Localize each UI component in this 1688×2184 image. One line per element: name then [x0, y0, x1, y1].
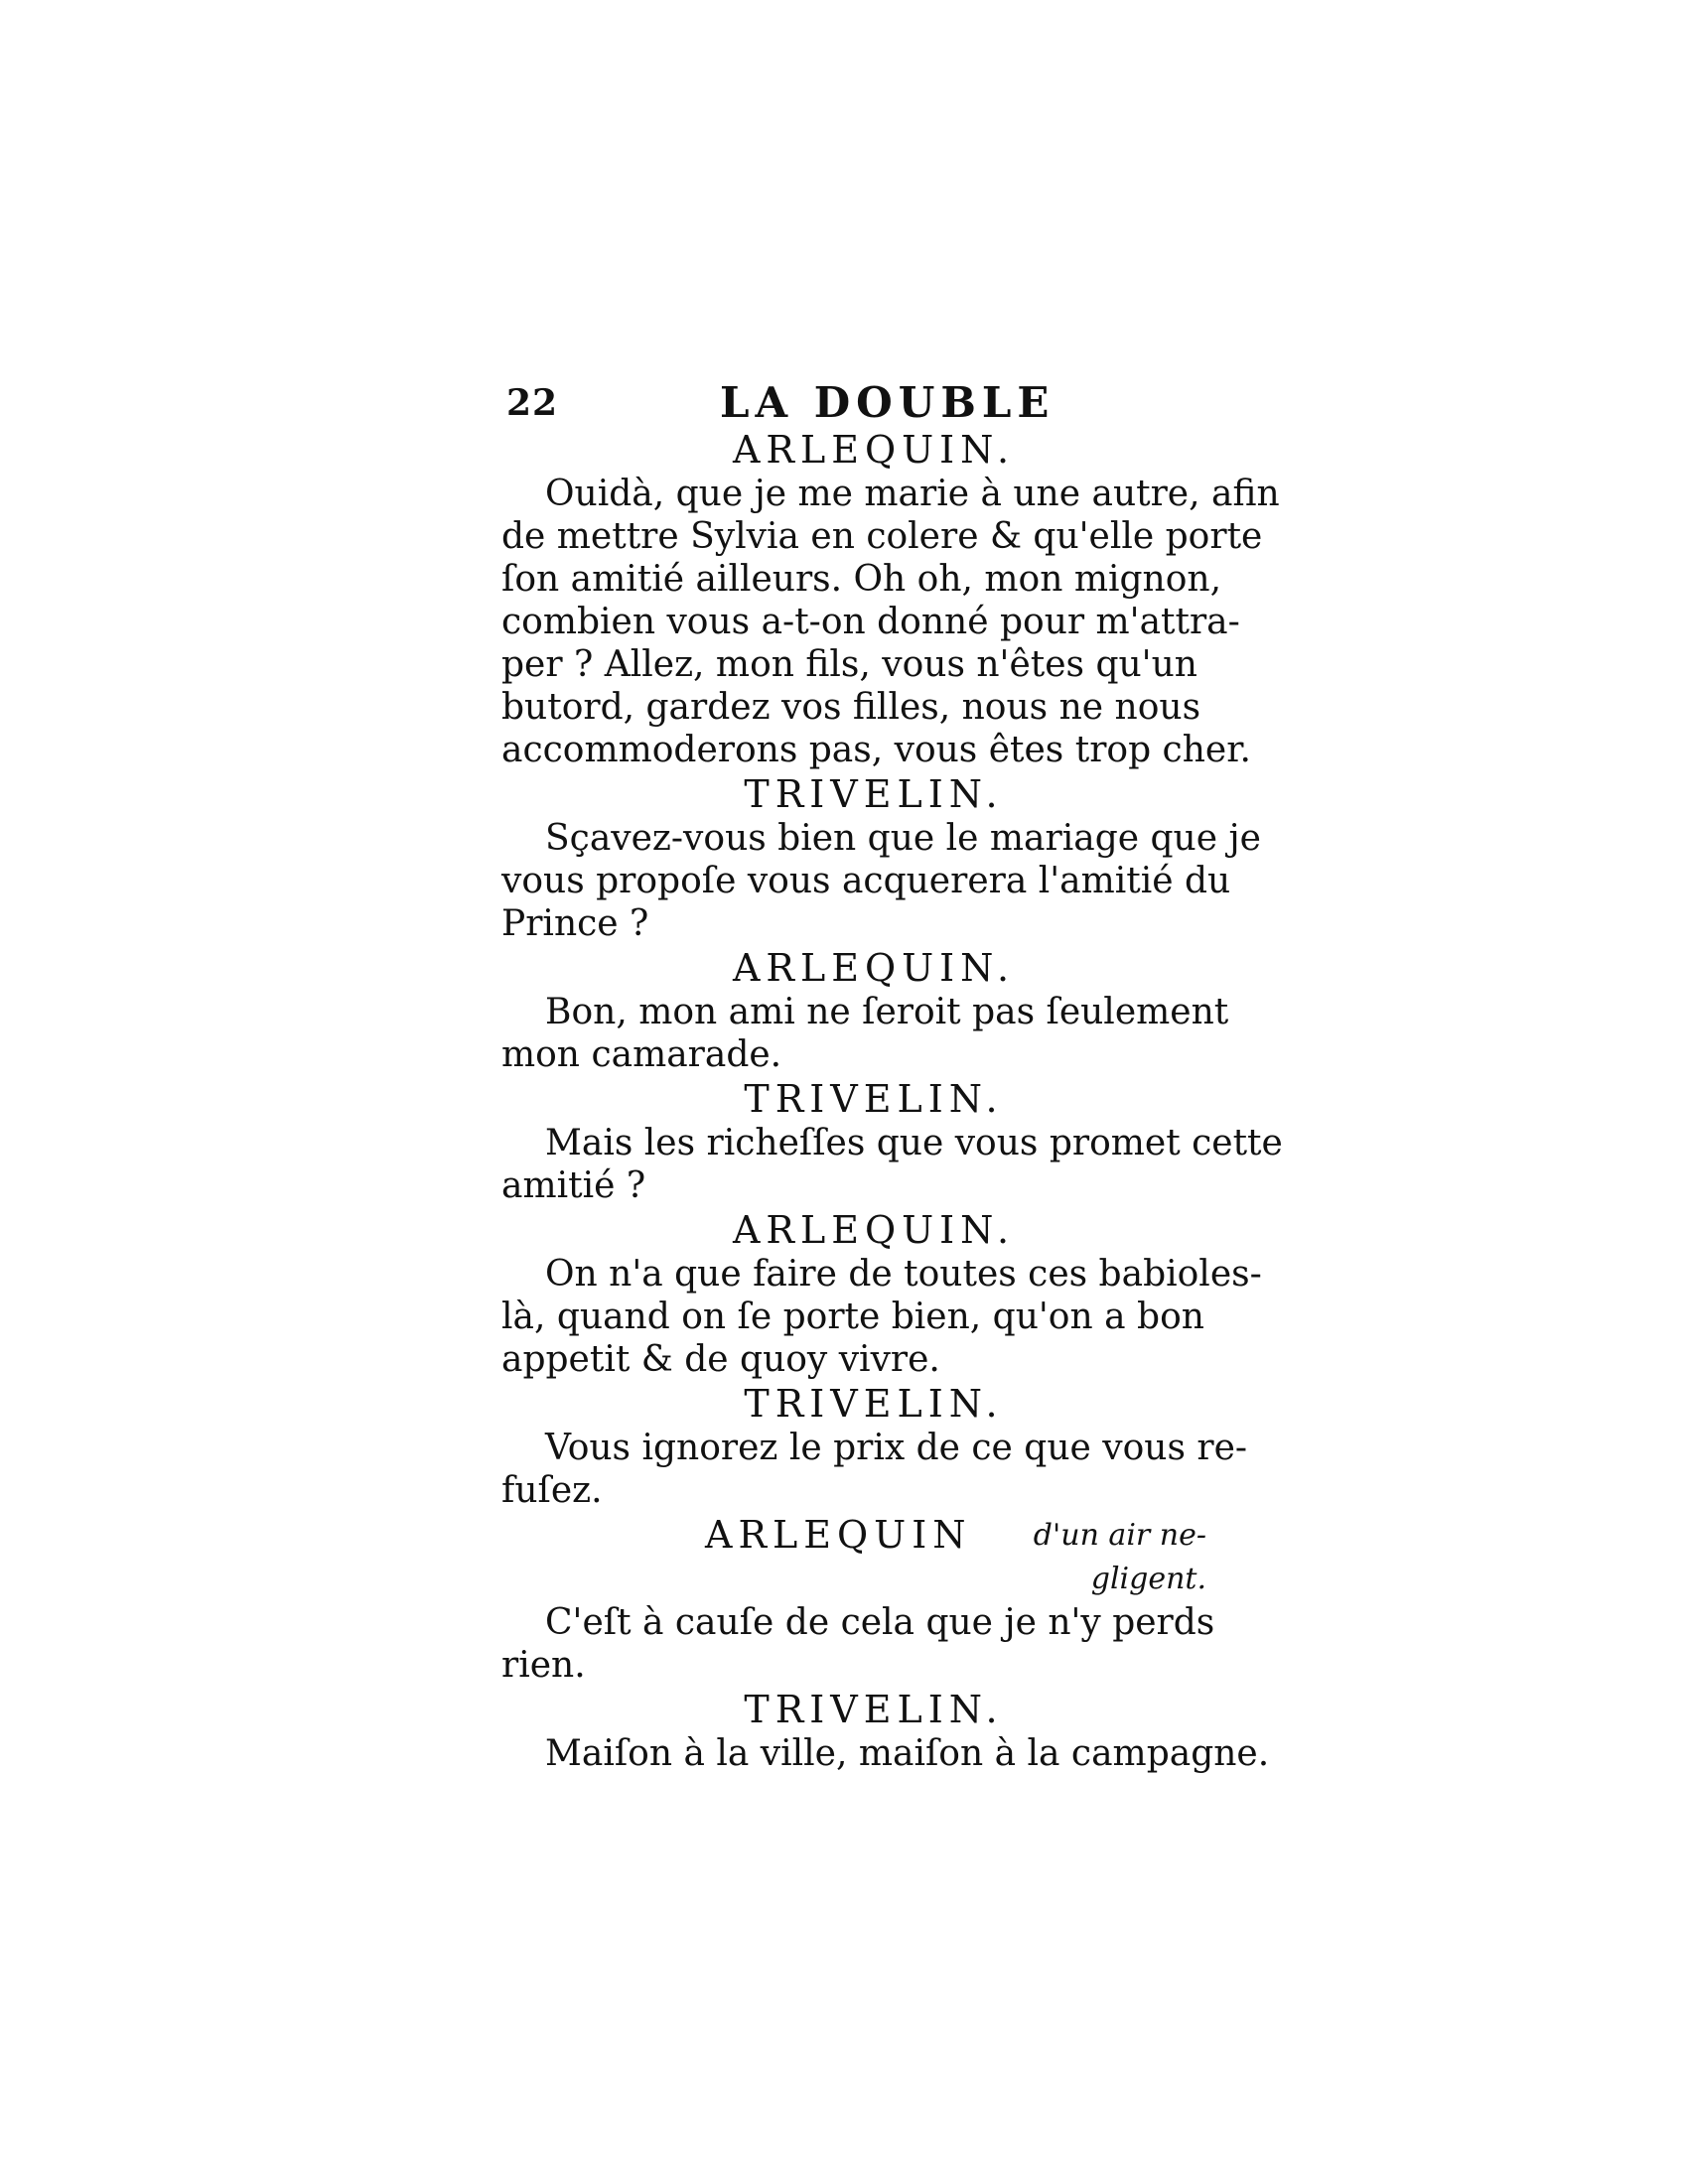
- speech-line: Prince ?: [501, 903, 649, 944]
- speaker-name: TRIVELIN.: [744, 1688, 1004, 1731]
- speaker-heading-with-stage-direction: [501, 1512, 1206, 1601]
- speaker-name: TRIVELIN.: [744, 772, 1004, 816]
- speech-line: Ouidà, que je me marie à une autre, afin: [545, 474, 1280, 514]
- speech-line: vous propoſe vous acquerera l'amitié du: [501, 861, 1231, 901]
- speech-line: Mais les richeſſes que vous promet cette: [545, 1123, 1283, 1163]
- speech-line: butord, gardez vos filles, nous ne nous: [501, 687, 1201, 728]
- page-number: 22: [506, 382, 559, 424]
- speaker-name: TRIVELIN.: [744, 1077, 1004, 1121]
- speech-line: de mettre Sylvia en colere & qu'elle porte: [501, 516, 1263, 557]
- speech-line: accommoderons pas, vous êtes trop cher.: [501, 730, 1251, 770]
- speech-line: rien.: [501, 1645, 586, 1686]
- stage-direction: d'un air ne- gligent.: [1033, 1518, 1206, 1596]
- speaker-name: ARLEQUIN.: [732, 428, 1016, 472]
- speech-line: Sçavez-vous bien que le mariage que je: [545, 818, 1261, 859]
- speech-line: appetit & de quoy vivre.: [501, 1339, 940, 1380]
- speech-line: combien vous a-t-on donné pour m'attra-: [501, 602, 1240, 642]
- speech-line: Bon, mon ami ne ſeroit pas ſeulement: [545, 992, 1229, 1032]
- speaker-name: TRIVELIN.: [744, 1382, 1004, 1426]
- speech-line: per ? Allez, mon fils, vous n'êtes qu'un: [501, 644, 1197, 685]
- speaker-name: ARLEQUIN.: [732, 946, 1016, 990]
- speech-line: là, quand on ſe porte bien, qu'on a bon: [501, 1297, 1204, 1337]
- speech-line: Vous ignorez le prix de ce que vous re-: [545, 1428, 1248, 1468]
- speech-line: C'eſt à cauſe de cela que je n'y perds: [545, 1602, 1215, 1643]
- dialogue-text: [501, 427, 1283, 1775]
- speech-line: Maiſon à la ville, maiſon à la campagne.: [545, 1733, 1270, 1774]
- running-title: LA DOUBLE: [720, 378, 1055, 427]
- speech-line: ſon amitié ailleurs. Oh oh, mon mignon,: [501, 559, 1222, 600]
- speech-line: fuſez.: [501, 1470, 603, 1511]
- speech-line: amitié ?: [501, 1165, 646, 1206]
- speaker-name: ARLEQUIN: [705, 1513, 972, 1557]
- speaker-name: ARLEQUIN.: [732, 1208, 1016, 1252]
- speech-line: On n'a que faire de toutes ces babioles-: [545, 1254, 1262, 1295]
- speech-line: mon camarade.: [501, 1034, 782, 1075]
